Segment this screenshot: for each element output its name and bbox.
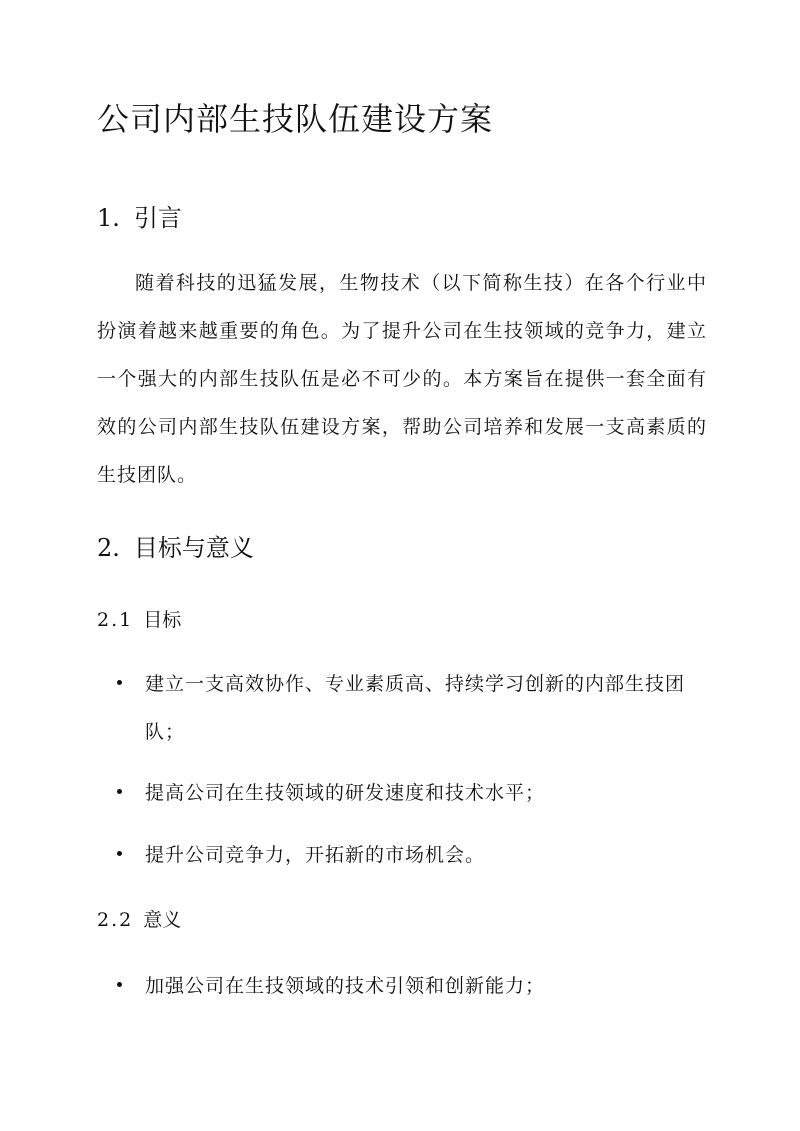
subsection-number: 2.1 (97, 609, 134, 631)
bullet-icon (117, 982, 122, 987)
section-title: 引言 (133, 204, 182, 232)
list-item (117, 769, 697, 817)
document-title: 公司内部生技队伍建设方案 (97, 100, 494, 138)
section-title: 目标与意义 (133, 534, 254, 562)
introduction-paragraph: 随着科技的迅猛发展，生物技术（以下简称生技）在各个行业中扮演着越来越重要的角色。为了提升公司在生技领域的竞争力，建立一个强大的内部生技队伍是必不可少的。本方案旨在提供一套全面有效的公司内部生技队伍建设方案，帮助公司培养和发展一支高素质的生技团队。 (97, 272, 707, 486)
subsection-title: 意义 (143, 909, 182, 931)
subsection-number: 2.2 (97, 909, 134, 931)
list-item (117, 831, 697, 879)
bullet-icon (117, 789, 122, 794)
bullet-icon (117, 851, 122, 856)
subsection-heading-goals (97, 605, 181, 632)
list-item (117, 962, 697, 1010)
section-heading-goals-significance (97, 528, 254, 563)
list-item-text: 建立一支高效协作、专业素质高、持续学习创新的内部生技团队； (145, 673, 686, 743)
bullet-icon (117, 680, 122, 685)
subsection-heading-significance (97, 905, 181, 932)
list-item (117, 660, 697, 756)
list-item-text: 加强公司在生技领域的技术引领和创新能力； (145, 975, 546, 997)
list-item-text: 提升公司竞争力，开拓新的市场机会。 (145, 844, 486, 866)
section-number: 1. (97, 204, 120, 232)
list-item-text: 提高公司在生技领域的研发速度和技术水平； (145, 782, 546, 804)
subsection-title: 目标 (143, 609, 182, 631)
section-number: 2. (97, 534, 120, 562)
section-heading-introduction (97, 198, 182, 233)
